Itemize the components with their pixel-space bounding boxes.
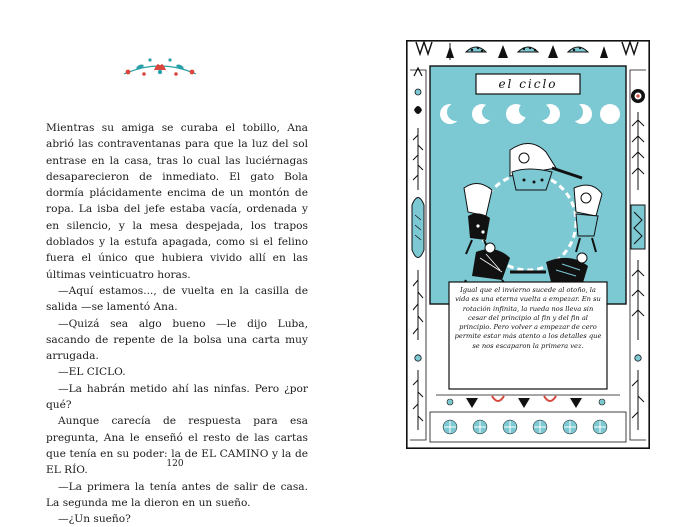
paragraph: —EL CICLO.	[58, 366, 126, 379]
left-page	[0, 0, 345, 526]
paragraph: Aunque carecía de respuesta para esa pregunta, Ana le enseñó el resto de las cartas que tenía en su poder: la de EL CAMINO y la de EL RÍO.	[46, 415, 308, 477]
card-title: el ciclo	[498, 77, 558, 91]
page-number: 120	[166, 459, 184, 469]
right-page	[350, 0, 700, 500]
paragraph: —Aquí estamos..., de vuelta en la casilla de salida —se lamentó Ana.	[46, 284, 308, 314]
paragraph: —¿Un sueño?	[58, 513, 131, 526]
paragraph: —La habrán metido ahí las ninfas. Pero ¿por qué?	[46, 382, 308, 412]
paragraph: —Quizá sea algo bueno —le dijo Luba, sacando de repente de la bolsa una carta muy arrugada.	[46, 317, 308, 363]
paragraph: Mientras su amiga se curaba el tobillo, Ana abrió las contraventanas para que la luz del sol entrase en la casa, tras lo cual las luciérnagas desaparecieron de inmediato. El gato Bola dormía plácidamente encima de un montón de ropa. La isba del jefe estaba vacía, ordenada y en silencio, y la mesa despejada, los trapos doblados y la estufa apagada, como si el felino fuera el único que hubiera vivido allí en las últimas veinticuatro horas.	[46, 122, 308, 281]
paragraph: —La primera la tenía antes de salir de casa. La segunda me la dieron en un sueño.	[46, 480, 308, 509]
card-caption: Igual que el invierno sucede al otoño, la vida es una eterna vuelta a empezar. En su rotación infinita, la rueda nos lleva sin cesar del principio al fin y del fin al principio. Pero volver a empezar de cero permite estar más atento a los detalles que se nos escaparon la primera vez.	[454, 286, 602, 350]
floral-ornament-icon	[120, 50, 200, 80]
tarot-card-illustration	[406, 40, 650, 449]
